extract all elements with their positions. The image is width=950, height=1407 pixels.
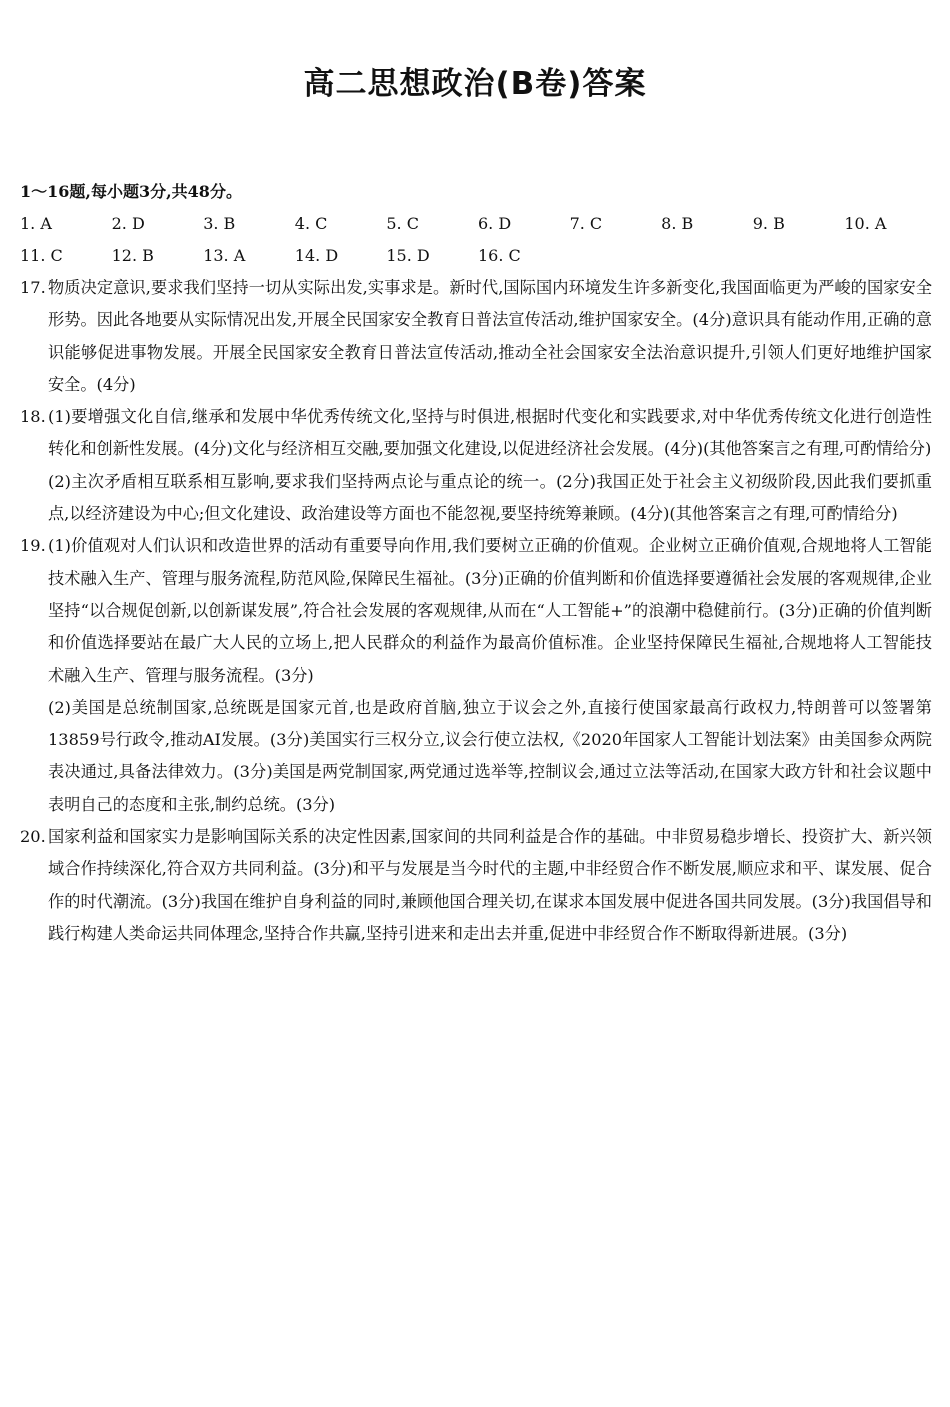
- question-20: [20, 821, 932, 950]
- answer-paragraph: 国家利益和国家实力是影响国际关系的决定性因素,国家间的共同利益是合作的基础。中非贸易稳步增长、投资扩大、新兴领域合作持续深化,符合双方共同利益。(3分)和平与发展是当今时代的主题,中非经贸合作不断发展,顺应求和平、谋发展、促合作的时代潮流。(3分)我国在维护自身利益的同时,兼顾他国合理关切,在谋求本国发展中促进各国共同发展。(3分)我国倡导和践行构建人类命运共同体理念,坚持合作共赢,坚持引进来和走出去并重,促进中非经贸合作不断取得新进展。(3分): [48, 827, 932, 943]
- mc-answer: 10. A: [844, 214, 887, 233]
- page-title: 高二思想政治(B卷)答案: [303, 66, 647, 102]
- question-number: 19.: [20, 536, 46, 556]
- question-number: 20.: [20, 827, 46, 847]
- mc-answer: 16. C: [477, 246, 521, 265]
- mc-answer: 3. B: [203, 214, 236, 233]
- mc-answer: 2. D: [111, 214, 145, 233]
- question-number: 17.: [20, 278, 46, 297]
- answer-paragraph: (2)主次矛盾相互联系相互影响,要求我们坚持两点论与重点论的统一。(2分)我国正处于社会主义初级阶段,因此我们要抓重点,以经济建设为中心;但文化建设、政治建设等方面也不能忽视,要坚持统筹兼顾。(4分)(其他答案言之有理,可酌情给分): [48, 471, 932, 524]
- answer-paragraph: (2)美国是总统制国家,总统既是国家元首,也是政府首脑,独立于议会之外,直接行使国家最高行政权力,特朗普可以签署第13859号行政令,推动AI发展。(3分)美国实行三权分立,议会行使立法权,《2020年国家人工智能计划法案》由美国参众两院表决通过,具备法律效力。(3分)美国是两党制国家,两党通过选举等,控制议会,通过立法等活动,在国家大政方针和社会议题中表明自己的态度和主张,制约总统。(3分): [48, 697, 932, 814]
- mc-answer: 9. B: [752, 214, 785, 233]
- mc-answer: 14. D: [294, 246, 339, 265]
- answer-paragraph: 物质决定意识,要求我们坚持一切从实际出发,实事求是。新时代,国际国内环境发生许多新变化,我国面临更为严峻的国家安全形势。因此各地要从实际情况出发,开展全民国家安全教育日普法宣传活动,维护国家安全。(4分)意识具有能动作用,正确的意识能够促进事物发展。开展全民国家安全教育日普法宣传活动,推动全社会国家安全法治意识提升,引领人们更好地维护国家安全。(4分): [48, 278, 932, 394]
- question-number: 18.: [20, 407, 46, 427]
- mc-answer: 4. C: [294, 214, 328, 233]
- mc-answer: 5. C: [386, 214, 419, 233]
- mc-answer: 13. A: [203, 246, 246, 265]
- answer-content: [20, 176, 932, 950]
- mc-answer: 12. B: [111, 246, 154, 265]
- section-header: 1～16题,每小题3分,共48分。: [20, 182, 242, 201]
- mc-answer-row: [20, 208, 932, 240]
- mc-answer-row: [20, 240, 932, 272]
- answer-paragraph: (1)价值观对人们认识和改造世界的活动有重要导向作用,我们要树立正确的价值观。企业树立正确价值观,合规地将人工智能技术融入生产、管理与服务流程,防范风险,保障民生福祉。(3分)正确的价值判断和价值选择要遵循社会发展的客观规律,企业坚持“以合规促创新,以创新谋发展”,符合社会发展的客观规律,从而在“人工智能+”的浪潮中稳健前行。(3分)正确的价值判断和价值选择要站在最广大人民的立场上,把人民群众的利益作为最高价值标准。企业坚持保障民生福祉,合规地将人工智能技术融入生产、管理与服务流程。(3分): [48, 536, 932, 685]
- question-answer-body: [48, 530, 932, 821]
- mc-answer: 6. D: [477, 214, 512, 233]
- mc-answer: 11. C: [20, 246, 63, 265]
- question-answer-body: [48, 272, 932, 401]
- question-answer-body: [48, 401, 932, 530]
- mc-answer: 15. D: [386, 246, 430, 265]
- mc-answer: 1. A: [20, 214, 52, 233]
- question-answer-body: [48, 821, 932, 950]
- question-19: [20, 530, 932, 821]
- question-17: [20, 272, 932, 401]
- question-18: [20, 401, 932, 530]
- mc-answer: 7. C: [569, 214, 603, 233]
- mc-answer: 8. B: [661, 214, 694, 233]
- answer-paragraph: (1)要增强文化自信,继承和发展中华优秀传统文化,坚持与时俱进,根据时代变化和实践要求,对中华优秀传统文化进行创造性转化和创新性发展。(4分)文化与经济相互交融,要加强文化建设,以促进经济社会发展。(4分)(其他答案言之有理,可酌情给分): [48, 407, 932, 459]
